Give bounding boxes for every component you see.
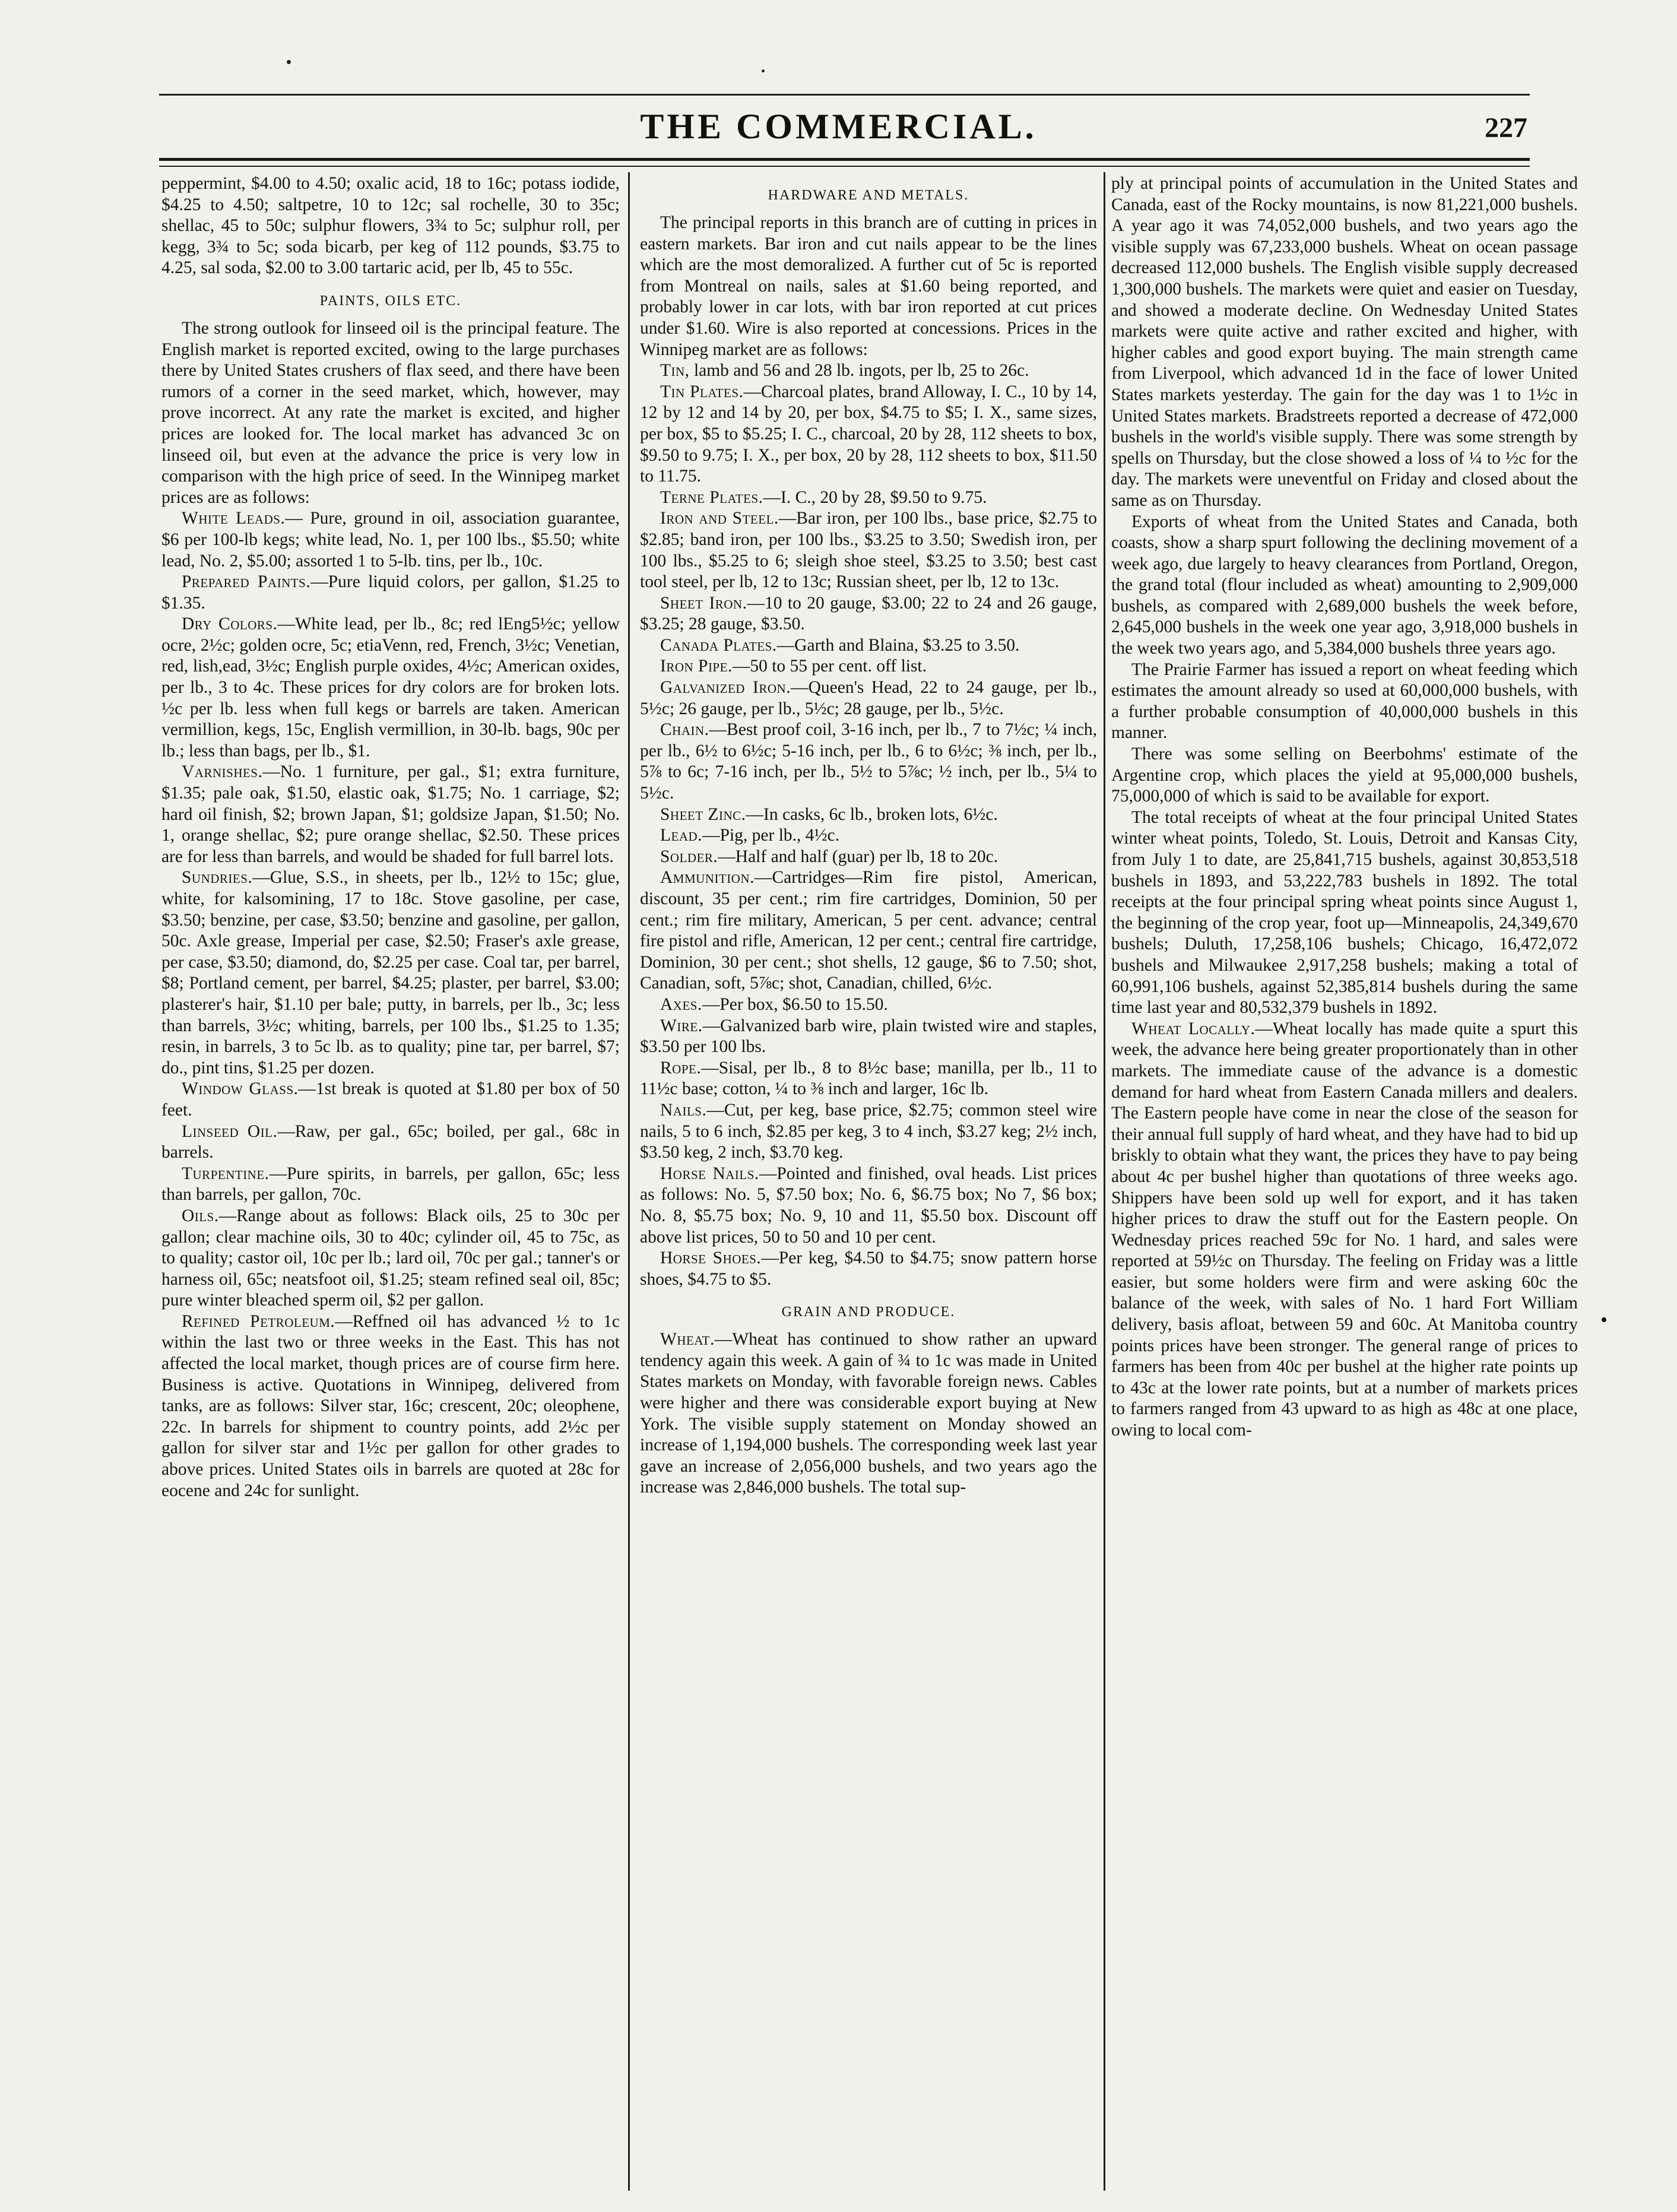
paragraph-lead: Ammunition. (660, 868, 755, 888)
paragraph (640, 1329, 1097, 1498)
paragraph-text: —50 to 55 per cent. off list. (732, 657, 927, 676)
paragraph-text: —Reffned oil has advanced ½ to 1c within the last two or three weeks in the East. This has not affected the local market, though prices are of course firm here. Business is active. Quotations in Winnipeg, delivered from tanks, are as follows: Silver star, 16c; crescent, 20c; oleophene, 22c. In barrels for shipment to country points, add 2½c per gallon for silver star and 1½c per gallon for other grades to above prices. United States oils in barrels are quoted at 28c for eocene and 24c for sunlight. (161, 1311, 620, 1500)
paragraph-lead: Linseed Oil. (182, 1121, 278, 1141)
paragraph-text: —Cartridges—Rim fire pistol, American, discount, 35 per cent.; rim fire cartridges, Dominion, 50 per cent.; rim fire military, American, 5 per cent. advance; central fire pistol and rifle, American, 12 per cent.; central fire cartridge, Dominion, 30 per cent.; shot shells, 12 gauge, $6 to 7.50; shot, Canadian, soft, 5⅞c; shot, Canadian, chilled, 6½c. (640, 868, 1097, 993)
paragraph-text: —Range about as follows: Black oils, 25 to 30c per gallon; clear machine oils, 30 to 40c; cylinder oil, 45 to 75c, as to quality; castor oil, 10c per lb.; lard oil, 70c per gal.; tanner's or harness oil, 65c; neatsfoot oil, $1.25; steam refined seal oil, 85c; pure winter bleached sperm oil, $2 per gallon. (161, 1206, 620, 1310)
paragraph (640, 847, 1097, 868)
paragraph-text: —Wheat locally has made quite a spurt this week, the advance here being greater proportionately than in other markets. The immediate cause of the advance is a domestic demand for hard wheat from Eastern Canada millers and dealers. The Eastern people have come in near the close of the season for their annual full supply of hard wheat, and they have had to bid up briskly to obtain what they want, the prices they have to pay being about 4c per bushel higher than quotations of three weeks ago. Shippers have been sold up well for export, and it has taken higher prices to draw the stuff out for the Eastern people. On Wednesday prices reached 59c for No. 1 hard, and sales were reported at 59½c on Thursday. The feeling on Friday was a little easier, but some holders were firm and were asking 60c the balance of the week, with sales of No. 1 hard Fort William delivery, basis afloat, between 59 and 60c. At Manitoba country points prices have been stronger. The general range of prices to farmers has been from 40c per bushel at the higher rate points up to 43c at the lower rate points, but at a number of markets prices to farmers ranged from 43 upward to as high as 48c at one place, owing to local com- (1111, 1019, 1578, 1440)
paragraph-lead: Terne Plates. (660, 487, 763, 507)
column-2 (640, 173, 1097, 2198)
paragraph (161, 1079, 620, 1121)
paragraph (640, 677, 1097, 720)
paragraph-text: The Prairie Farmer has issued a report on wheat feeding which estimates the amount already so used at 60,000,000 bushels, with a further probable consumption of 40,000,000 bushels in this manner. (1111, 660, 1578, 743)
paragraph (161, 867, 620, 1079)
paragraph (640, 360, 1097, 382)
paragraph (640, 867, 1097, 994)
paragraph-lead: Iron Pipe. (660, 657, 733, 676)
paragraph-text: —I. C., 20 by 28, $9.50 to 9.75. (763, 487, 987, 507)
paragraph (161, 508, 620, 572)
paragraph (1111, 1019, 1578, 1441)
paragraph (640, 825, 1097, 847)
paragraph (640, 720, 1097, 804)
column-divider (628, 172, 630, 2191)
paragraph-text: —Per keg, $4.50 to $4.75; snow pattern horse shoes, $4.75 to $5. (640, 1248, 1097, 1289)
paragraph (1111, 744, 1578, 807)
paragraph-text: —Glue, S.S., in sheets, per lb., 12½ to 15c; glue, white, for kalsomining, 17 to 18c. Stove gasoline, per case, $3.50; benzine, per case, $3.50; benzine and gasoline, per gallon, 50c. Axle grease, Imperial per case, $2.50; Fraser's axle grease, per case, $3.50; diamond, do, $2.25 per case. Coal tar, per barrel, $8; Portland cement, per barrel, $4.25; plaster, per barrel, $3.00; plasterer's hair, $1.10 per bale; putty, in barrels, per lb., 3c; less than barrels, 3½c; whiting, barrels, per 100 lbs., $1.25 to 1.35; resin, in barrels, 3 to 5c lb. as to quality; pine tar, per barrel, $7; do., pint tins, $1.25 per dozen. (161, 868, 620, 1078)
header-top-rule (159, 94, 1530, 96)
paragraph-lead: Refined Petroleum. (182, 1311, 335, 1331)
column-3 (1111, 173, 1578, 2198)
page-number: 227 (1485, 112, 1527, 144)
paragraph-text: peppermint, $4.00 to 4.50; oxalic acid, 18 to 16c; potass iodide, $4.25 to 4.50; saltpetre, 10 to 12c; sal rochelle, 30 to 35c; shellac, 45 to 50c; sulphur flowers, 3¾ to 5c; sulphur roll, per kegg, 3¾ to 5c; soda bicarb, per keg of 112 pounds, $3.75 to 4.25, sal soda, $2.00 to 3.00 tartaric acid, per lb, 45 to 55c. (161, 174, 620, 278)
column-1 (161, 173, 620, 2198)
paragraph-lead: Varnishes. (182, 762, 263, 782)
paragraph-lead: Wire. (660, 1016, 703, 1035)
paragraph-lead: Window Glass. (182, 1079, 299, 1099)
paragraph-text: —White lead, per lb., 8c; red lEng5½c; yellow ocre, 2½c; golden ocre, 5c; etiaVenn, red, French, 3½c; Venetian, red, lish,ead, 3½c; English purple oxides, 4½c; American oxides, per lb., 3 to 4c. These prices for dry colors are for broken lots. ½c per lb. less when full kegs or barrels are taken. American vermillion, kegs, 15c, English vermillion, in 30-lb. bags, 90c per lb.; less than bags, per lb., $1. (161, 614, 620, 760)
section-heading: GRAIN AND PRODUCE. (781, 1304, 956, 1320)
paragraph-text: —In casks, 6c lb., broken lots, 6½c. (746, 804, 998, 824)
paragraph-lead: Horse Shoes. (660, 1248, 762, 1268)
paragraph-text: There was some selling on Beerbohms' estimate of the Argentine crop, which places the yield at 95,000,000 bushels, 75,000,000 of which is said to be available for export. (1111, 744, 1578, 806)
paragraph-lead: Turpentine. (182, 1164, 270, 1183)
page-title: THE COMMERCIAL. (640, 107, 1037, 146)
paragraph-lead: Sheet Iron. (660, 593, 747, 613)
paragraph-lead: Solder. (660, 847, 718, 866)
paragraph (640, 213, 1097, 360)
paragraph-text: —1st break is quoted at $1.80 per box of 50 feet. (161, 1079, 620, 1120)
header-rule-thin (159, 166, 1530, 167)
paragraph (640, 656, 1097, 677)
paragraph-text: —Best proof coil, 3-16 inch, per lb., 7 to 7½c; ¼ inch, per lb., 6½ to 6½c; 5-16 inch, per lb., 6 to 6½c; ⅜ inch, per lb., 5⅞ to 6c; 7-16 inch, per lb., 5½ to 5⅞c; ½ inch, per lb., 5¼ to 5½c. (640, 720, 1097, 803)
paragraph (161, 1121, 620, 1164)
paragraph-lead: Lead. (660, 826, 703, 845)
paragraph-text: —Pointed and finished, oval heads. List prices as follows: No. 5, $7.50 box; No. 6, $6.75 box; No 7, $6 box; No. 8, $5.75 box; No. 9, 10 and 11, $5.50 box. Discount off above list prices, 50 to 50 and 10 per cent. (640, 1164, 1097, 1247)
paragraph (161, 1311, 620, 1501)
paragraph-lead: Dry Colors. (182, 614, 278, 634)
paragraph-text: —Bar iron, per 100 lbs., base price, $2.75 to $2.85; band iron, per 100 lbs., $3.25 to 3.50; Swedish iron, per 100 lbs., $5.25 to 6; sleigh shoe steel, $3.25 to 3.50; best cast tool steel, per lb, 12 to 13c; Russian sheet, per lb, 12 to 13c. (640, 509, 1097, 592)
paragraph-lead: Axes. (660, 994, 702, 1014)
paragraph-lead: White Leads. (182, 509, 286, 528)
paragraph (640, 635, 1097, 657)
margin-mark (762, 69, 765, 72)
margin-mark (287, 60, 291, 64)
paragraph (640, 593, 1097, 635)
paragraph-text: —Pig, per lb., 4½c. (702, 826, 840, 845)
paragraph-text: —Half and half (guar) per lb, 18 to 20c. (718, 847, 998, 866)
paragraph (640, 382, 1097, 487)
paragraph (640, 1058, 1097, 1100)
paragraph (161, 762, 620, 867)
section-heading: HARDWARE AND METALS. (768, 188, 969, 203)
paragraph-text: —10 to 20 gauge, $3.00; 22 to 24 and 26 gauge, $3.25; 28 gauge, $3.50. (640, 593, 1097, 634)
paragraph-lead: Wheat Locally. (1131, 1019, 1256, 1038)
paragraph (161, 1206, 620, 1311)
paragraph-lead: Sheet Zinc. (660, 804, 746, 824)
paragraph (1111, 807, 1578, 1019)
paragraph (640, 1248, 1097, 1290)
column-divider (1104, 172, 1105, 2191)
paragraph (640, 1164, 1097, 1248)
paragraph-lead: Tin, (660, 361, 690, 381)
paragraph-lead: Oils. (182, 1206, 219, 1225)
paragraph (640, 1100, 1097, 1164)
paragraph (640, 994, 1097, 1016)
paragraph-text: —Sisal, per lb., 8 to 8½c base; manilla, per lb., 11 to 11½c base; cotton, ¼ to ⅜ inch and larger, 16c lb. (640, 1058, 1097, 1099)
paragraph (161, 1164, 620, 1206)
section-heading: PAINTS, OILS ETC. (319, 293, 462, 309)
paragraph-text: —Galvanized barb wire, plain twisted wire and staples, $3.50 per 100 lbs. (640, 1016, 1097, 1057)
paragraph-lead: Galvanized Iron. (660, 678, 791, 698)
paragraph-text: —Pure liquid colors, per gallon, $1.25 to $1.35. (161, 572, 620, 613)
paragraph-text: lamb and 56 and 28 lb. ingots, per lb, 25 to 26c. (689, 361, 1029, 381)
paragraph-text: —Pure spirits, in barrels, per gallon, 65c; less than barrels, per gallon, 70c. (161, 1164, 620, 1205)
paragraph-lead: Chain. (660, 720, 709, 740)
paragraph-lead: Tin Plates. (660, 382, 744, 401)
margin-mark: • (1600, 1309, 1608, 1331)
paragraph-text: —Wheat has continued to show rather an upward tendency again this week. A gain of ¾ to 1c was made in United States markets on Monday, with favorable foreign news. Cables were higher and there was considerable export buying at New York. The visible supply statement on Monday showed an increase of 1,194,000 bushels. The corresponding week last year gave an increase of 2,056,000 bushels, and two years ago the increase was 2,846,000 bushels. The total sup- (640, 1330, 1097, 1497)
paragraph-lead: Iron and Steel. (660, 509, 779, 528)
paragraph-text: —No. 1 furniture, per gal., $1; extra furniture, $1.35; pale oak, $1.50, elastic oak, $1.75; No. 1 carriage, $2; hard oil finish, $2; brown Japan, $1; goldsize Japan, $1.50; No. 1, orange shellac, $2; pure orange shellac, $2.50. These prices are for less than barrels, and would be shaded for full barrel lots. (161, 762, 620, 866)
paragraph (161, 614, 620, 762)
paragraph (640, 804, 1097, 826)
paragraph-text: The principal reports in this branch are of cutting in prices in eastern markets. Bar iron and cut nails appear to be the lines which are the most demoralized. A further cut of 5c is reported from Montreal on nails, sales at $1.60 being reported, and probably lower in car lots, with bar iron reported at cut prices under $1.60. Wire is also reported at concessions. Prices in the Winnipeg market are as follows: (640, 213, 1097, 359)
paragraph-text: Exports of wheat from the United States and Canada, both coasts, show a sharp spurt following the declining movement of a week ago, due largely to heavy clearances from Portland, Oregon, the grand total (flour included as wheat) amounting to 2,909,000 bushels, as compared with 2,689,000 bushels the week before, 2,645,000 bushels in the week one year ago, 3,918,000 bushels in the week two years ago, and 5,384,000 bushels three years ago. (1111, 512, 1578, 658)
paragraph (1111, 512, 1578, 660)
paragraph-text: —Garth and Blaina, $3.25 to 3.50. (776, 635, 1020, 655)
paragraph-lead: Prepared Paints. (182, 572, 311, 592)
paragraph-lead: Sundries. (182, 868, 253, 888)
paragraph (1111, 173, 1578, 512)
paragraph-text: The strong outlook for linseed oil is the principal feature. The English market is reported excited, owing to the large purchases there by United States crushers of flax seed, and there have been rumors of a corner in the seed market, which, however, may prove incorrect. At any rate the market is excited, and higher prices are looked for. The local market has advanced 3c on linseed oil, but even at the advance the price is very low in comparison with the high price of seed. In the Winnipeg market prices are as follows: (161, 318, 620, 507)
header-rule-thick (159, 158, 1530, 161)
paragraph-text: —Cut, per keg, base price, $2.75; common steel wire nails, 5 to 6 inch, $2.85 per keg, 3 to 4 inch, $3.27 keg; 2½ inch, $3.50 keg, 2 inch, $3.70 keg. (640, 1100, 1097, 1162)
paragraph-text: —Per box, $6.50 to 15.50. (702, 994, 888, 1014)
paragraph-text: —Raw, per gal., 65c; boiled, per gal., 68c in barrels. (161, 1121, 620, 1162)
paragraph (161, 572, 620, 614)
paragraph-lead: Canada Plates. (660, 635, 777, 655)
paragraph (640, 487, 1097, 509)
paragraph (640, 1016, 1097, 1058)
paragraph-lead: Horse Nails. (660, 1164, 759, 1183)
paragraph-text: — Pure, ground in oil, association guarantee, $6 per 100-lb kegs; white lead, No. 1, per 100 lbs., $5.50; white lead, No. 2, $5.00; assorted 1 to 5-lb. tins, per lb., 10c. (161, 509, 620, 571)
paragraph (640, 508, 1097, 592)
paragraph-text: ply at principal points of accumulation in the United States and Canada, east of the Rocky mountains, is now 81,221,000 bushels. A year ago it was 74,052,000 bushels, and two years ago the visible supply was 67,233,000 bushels. Wheat on ocean passage decreased 112,000 bushels. The English visible supply decreased 1,300,000 bushels. The markets were quiet and easier on Tuesday, and showed a moderate decline. On Wednesday United States markets were quite active and rather excited and higher, with higher cables and good export buying. The main strength came from Liverpool, which advanced 1d in the face of lower United States markets yesterday. The gain for the day was 1 to 1½c in United States markets. Bradstreets reported a decrease of 472,000 bushels in the world's visible supply. There was some strength by spells on Thursday, but the close showed a loss of ¼ to ½c for the day. The markets were uneventful on Friday and closed about the same as on Thursday. (1111, 174, 1578, 510)
paragraph (161, 173, 620, 279)
paragraph-lead: Nails. (660, 1100, 707, 1120)
paragraph (161, 318, 620, 508)
paragraph (1111, 660, 1578, 744)
paragraph-text: —Charcoal plates, brand Alloway, I. C., 10 by 14, 12 by 12 and 14 by 20, per box, $4.75 to $5; I. X., same sizes, per box, $5 to $5.25; I. C., charcoal, 20 by 28, 112 sheets to box, $9.50 to 9.75; I. X., per box, 20 by 28, 112 sheets to box, $11.50 to 11.75. (640, 382, 1097, 486)
paragraph-text: —Queen's Head, 22 to 24 gauge, per lb., 5½c; 26 gauge, per lb., 5½c; 28 gauge, per lb., 5½c. (640, 678, 1097, 718)
paragraph-lead: Wheat. (660, 1330, 715, 1349)
paragraph-text: The total receipts of wheat at the four principal United States winter wheat points, Toledo, St. Louis, Detroit and Kansas City, from July 1 to date, are 25,841,715 bushels, against 30,853,518 bushels in 1893, and 53,222,783 bushels in 1892. The total receipts at the four principal spring wheat points since August 1, the beginning of the crop year, foot up—Minneapolis, 24,349,670 bushels; Duluth, 17,258,106 bushels; Chicago, 16,472,072 bushels and Milwaukee 2,917,258 bushels; making a total of 60,991,106 bushels, against 52,385,814 bushels during the same time last year and 80,532,379 bushels in 1892. (1111, 807, 1578, 1018)
paragraph-lead: Rope. (660, 1058, 702, 1078)
